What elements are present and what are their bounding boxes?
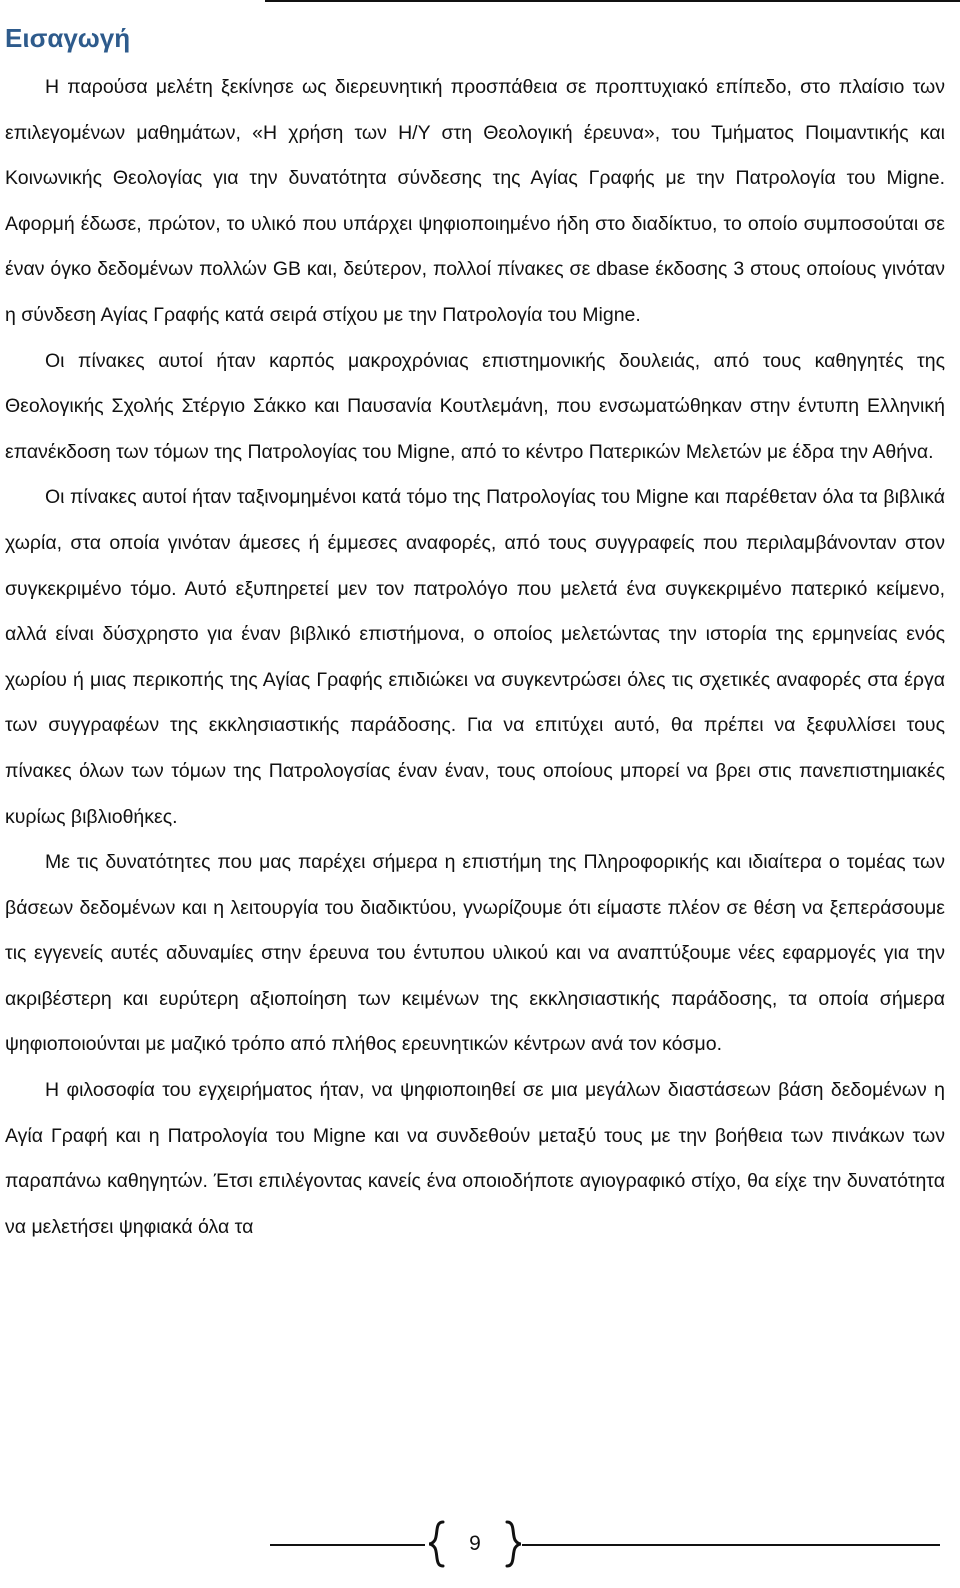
footer-rule-left <box>270 1544 425 1546</box>
page-footer <box>0 1520 960 1570</box>
header-rule <box>265 0 960 2</box>
paragraph-5: Η φιλοσοφία του εγχειρήματος ήταν, να ψηφιοποιηθεί σε μια μεγάλων διαστάσεων βάση δεδομένων η Αγία Γραφή και η Πατρολογία του Migne και να συνδεθούν μεταξύ τους με την βοήθεια των πινάκων των παραπάνω καθηγητών. Έτσι επιλέγοντας κανείς ένα οποιοδήποτε αγιογραφικό στίχο, θα είχε την δυνατότητα να μελετήσει ψηφιακά όλα τα <box>5 1079 945 1238</box>
footer-rule-right <box>522 1544 940 1546</box>
page-number: 9 <box>469 1532 481 1555</box>
section-heading: Εισαγωγή <box>5 23 131 53</box>
body-text <box>5 65 945 1250</box>
paragraph-1: Η παρούσα μελέτη ξεκίνησε ως διερευνητική προσπάθεια σε προπτυχιακό επίπεδο, στο πλαίσιο των επιλεγομένων μαθημάτων, «Η χρήση των Η/Υ στη Θεολογική έρευνα», του Τμήματος Ποιμαντικής και Κοινωνικής Θεολογίας για την δυνατότητα σύνδεσης της Αγίας Γραφής με την Πατρολογία του Migne. Αφορμή έδωσε, πρώτον, το υλικό που υπάρχει ψηφιοποιημένο ήδη στο διαδίκτυο, το οποίο συμποσούται σε έναν όγκο δεδομένων πολλών GB και, δεύτερον, πολλοί πίνακες σε dbase έκδοσης 3 στους οποίους γινόταν η σύνδεση Αγίας Γραφής κατά σειρά στίχου με την Πατρολογία του Migne. <box>5 76 945 326</box>
paragraph-4: Με τις δυνατότητες που μας παρέχει σήμερα η επιστήμη της Πληροφορικής και ιδιαίτερα ο τομέας των βάσεων δεδομένων και η λειτουργία του διαδικτύου, γνωρίζουμε ότι είμαστε πλέον σε θέση να ξεπεράσουμε τις εγγενείς αυτές αδυναμίες στην έρευνα του έντυπου υλικού και να αναπτύξουμε νέες εφαρμογές για την ακριβέστερη και ευρύτερη αξιοποίηση των κειμένων της εκκλησιαστικής παράδοσης, τα οποία σήμερα ψηφιοποιούνται με μαζικό τρόπο από πλήθος ερευνητικών κέντρων ανά τον κόσμο. <box>5 851 945 1056</box>
right-brace-icon <box>502 1520 524 1568</box>
paragraph-3: Οι πίνακες αυτοί ήταν ταξινομημένοι κατά τόμο της Πατρολογίας του Migne και παρέθεταν όλα τα βιβλικά χωρία, στα οποία γινόταν άμεσες ή έμμεσες αναφορές, από τους συγγραφείς που περιλαμβάνονταν στον συγκεκριμένο τόμο. Αυτό εξυπηρετεί μεν τον πατρολόγο που μελετά ένα συγκεκριμένο πατερικό κείμενο, αλλά είναι δύσχρηστο για έναν βιβλικό επιστήμονα, ο οποίος μελετώντας την ιστορία της ερμηνείας ενός χωρίου ή μιας περικοπής της Αγίας Γραφής επιδιώκει να συγκεντρώσει όλες τις σχετικές αναφορές στα έργα των συγγραφέων της εκκλησιαστικής παράδοσης. Για να επιτύχει αυτό, θα πρέπει να ξεφυλλίσει τους πίνακες όλων των τόμων της Πατρολογσίας έναν έναν, τους οποίους μπορεί να βρει στις πανεπιστημιακές κυρίως βιβλιοθήκες. <box>5 486 945 828</box>
left-brace-icon <box>426 1520 448 1568</box>
paragraph-2: Οι πίνακες αυτοί ήταν καρπός μακροχρόνιας επιστημονικής δουλειάς, από τους καθηγητές της Θεολογικής Σχολής Στέργιο Σάκκο και Παυσανία Κουτλεμάνη, που ενσωματώθηκαν στην έντυπη Ελληνική επανέκδοση των τόμων της Πατρολογίας του Migne, από το κέντρο Πατερικών Μελετών με έδρα την Αθήνα. <box>5 349 945 463</box>
